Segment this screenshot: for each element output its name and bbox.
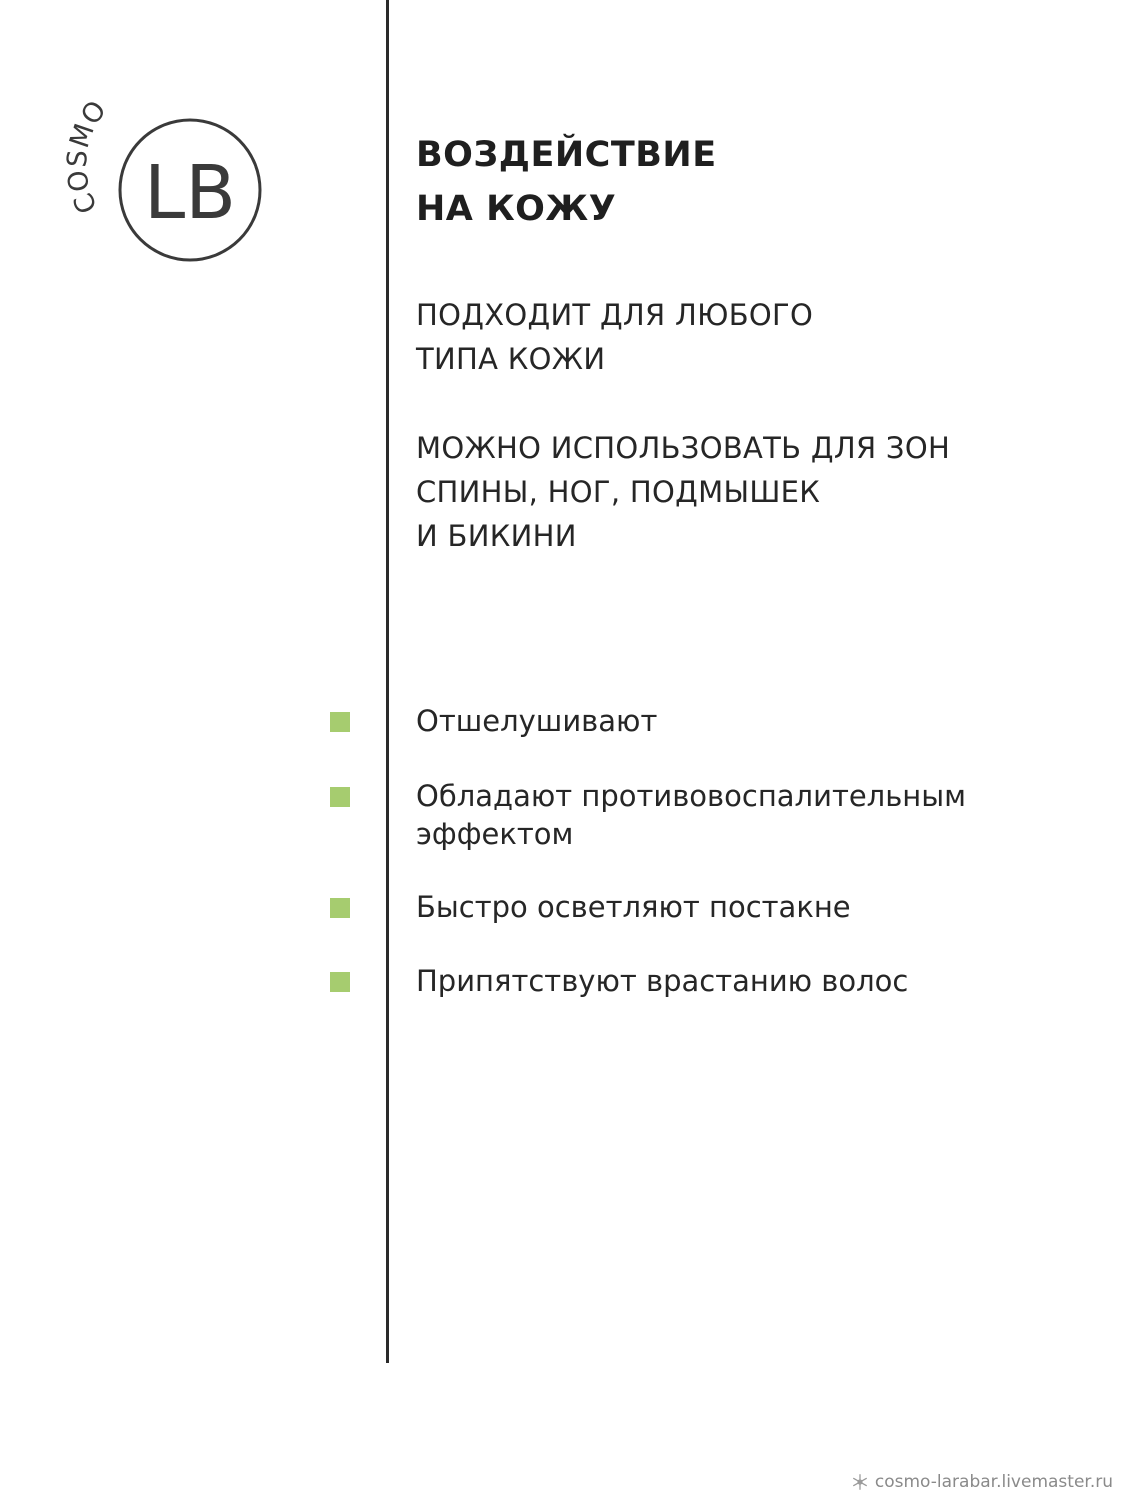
logo-lb-text: LB — [144, 150, 236, 236]
paragraph-line: ПОДХОДИТ ДЛЯ ЛЮБОГО — [416, 298, 814, 332]
footer-url: cosmo-larabar.livemaster.ru — [874, 1472, 1113, 1492]
feature-line: Припятствуют врастанию волос — [416, 964, 909, 998]
bullet-square-icon — [330, 787, 350, 807]
heading-line-1: ВОЗДЕЙСТВИЕ — [416, 135, 717, 175]
heading-line-2: НА КОЖУ — [416, 189, 617, 229]
paragraph-line: СПИНЫ, НОГ, ПОДМЫШЕК — [416, 475, 821, 509]
feature-line: эффектом — [416, 817, 574, 851]
vertical-divider — [386, 0, 389, 1363]
bullet-square-icon — [330, 972, 350, 992]
footer-watermark — [851, 1472, 1113, 1492]
feature-text — [416, 777, 966, 853]
feature-text — [416, 888, 851, 926]
bullet-square-icon — [330, 712, 350, 732]
feature-text — [416, 702, 657, 740]
paragraph-skin-type — [416, 293, 813, 381]
logo-cosmo-text: COSMO — [61, 94, 114, 219]
page-heading — [416, 128, 717, 236]
paragraph-zones — [416, 426, 950, 558]
bullet-square-icon — [330, 898, 350, 918]
paragraph-line: ТИПА КОЖИ — [416, 342, 606, 376]
feature-line: Быстро осветляют постакне — [416, 890, 851, 924]
cosmo-lb-logo — [60, 60, 300, 300]
paragraph-line: И БИКИНИ — [416, 519, 577, 553]
feature-text — [416, 962, 908, 1000]
snowflake-icon — [851, 1473, 869, 1491]
feature-line: Обладают противовоспалительным — [416, 779, 967, 813]
feature-line: Отшелушивают — [416, 704, 658, 738]
paragraph-line: МОЖНО ИСПОЛЬЗОВАТЬ ДЛЯ ЗОН — [416, 431, 951, 465]
